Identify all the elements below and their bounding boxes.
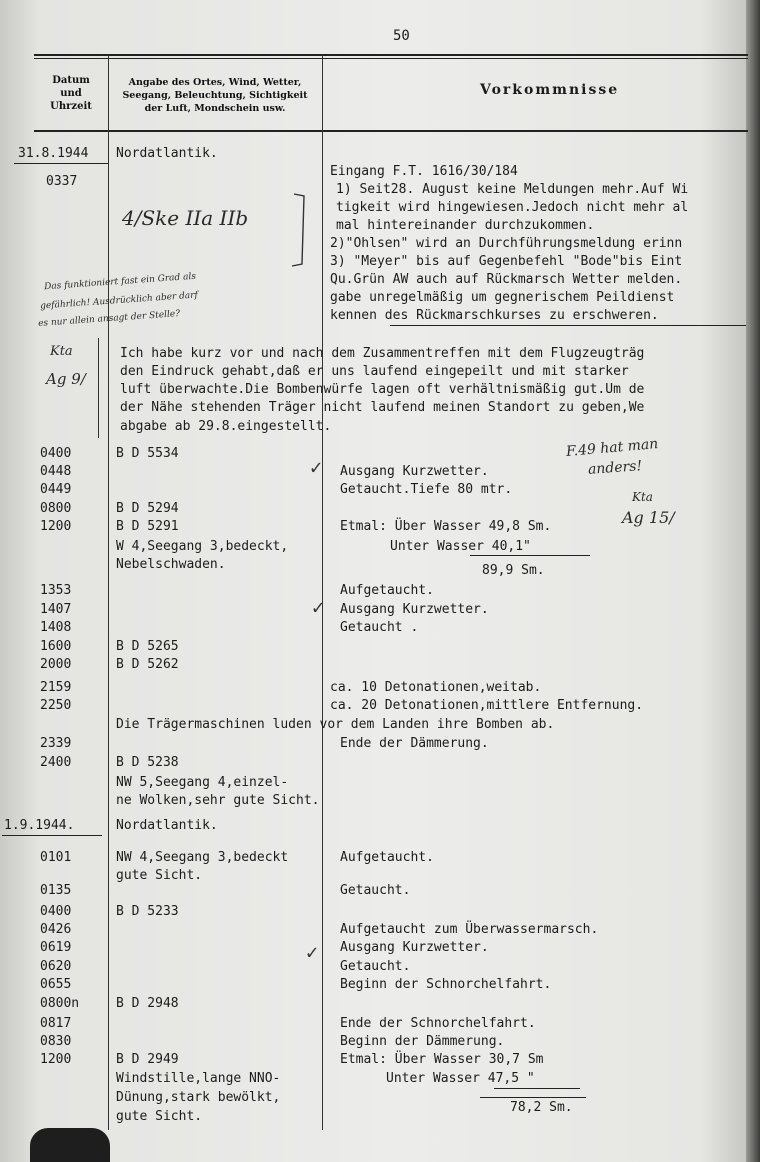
handwritten-note: gefährlich! Ausdrücklich aber darf [39, 290, 199, 312]
time-entry: 0800n [40, 996, 80, 1011]
margin-bracket-line [98, 338, 99, 438]
event-entry: ca. 10 Detonationen,weitab. [330, 680, 542, 695]
time-entry: 2339 [40, 736, 72, 751]
time-entry: 1200 [40, 519, 72, 534]
place-entry: Dünung,stark bewölkt, [116, 1090, 281, 1105]
event-entry: Getaucht.Tiefe 80 mtr. [340, 482, 513, 497]
event-entry: mal hintereinander durchzukommen. [336, 218, 595, 233]
handwritten-note: anders! [587, 458, 643, 478]
event-entry: Eingang F.T. 1616/30/184 [330, 164, 518, 179]
event-entry: Etmal: Über Wasser 30,7 Sm [340, 1052, 544, 1067]
header-date-line-1: Datum [52, 75, 90, 86]
event-entry: 89,9 Sm. [482, 563, 545, 578]
header-date-line-3: Uhrzeit [50, 101, 92, 112]
time-entry: 0619 [40, 940, 72, 955]
header-place-line-2: Seegang, Beleuchtung, Sichtigkeit [122, 90, 308, 101]
place-entry: B D 5262 [116, 657, 179, 672]
place-entry: B D 5238 [116, 755, 179, 770]
event-entry: Ausgang Kurzwetter. [340, 940, 489, 955]
place-entry: B D 5265 [116, 639, 179, 654]
spanning-line: abgabe ab 29.8.eingestellt. [120, 419, 332, 434]
place-entry: ne Wolken,sehr gute Sicht. [116, 793, 320, 808]
header-date-line-2: und [60, 88, 82, 99]
event-entry: Ausgang Kurzwetter. [340, 602, 489, 617]
event-entry: 78,2 Sm. [510, 1100, 573, 1115]
time-entry: 2159 [40, 680, 72, 695]
time-entry: 0817 [40, 1016, 72, 1031]
event-entry: Aufgetaucht. [340, 583, 434, 598]
handwritten-initial: Ag 15/ [622, 508, 675, 527]
date-underline [2, 835, 102, 836]
event-entry: tigkeit wird hingewiesen.Jedoch nicht mehr al [336, 200, 689, 215]
place-entry: B D 5233 [116, 904, 179, 919]
event-entry: 3) "Meyer" bis auf Gegenbefehl "Bode"bis Eint [330, 254, 683, 269]
place-entry: B D 2949 [116, 1052, 179, 1067]
place-entry: NW 5,Seegang 4,einzel- [116, 775, 289, 790]
handwritten-note: Das funktioniert fast ein Grad als [43, 271, 197, 293]
event-entry: kennen des Rückmarschkurses zu erschweren. [330, 308, 659, 323]
checkmark-icon: ✓ [312, 595, 325, 619]
time-entry: 1600 [40, 639, 72, 654]
event-entry: ca. 20 Detonationen,mittlere Entfernung. [330, 698, 644, 713]
time-entry: 0448 [40, 464, 72, 479]
time-entry: 0426 [40, 922, 72, 937]
handwritten-bracket [290, 190, 314, 270]
spanning-line: Ich habe kurz vor und nach dem Zusammentreffen mit dem Flugzeugträg [120, 346, 645, 361]
event-entry: Beginn der Dämmerung. [340, 1034, 505, 1049]
event-entry: Etmal: Über Wasser 49,8 Sm. [340, 519, 552, 534]
time-entry: 0620 [40, 959, 72, 974]
event-entry: 1) Seit28. August keine Meldungen mehr.Auf Wi [336, 182, 689, 197]
place-entry: Nordatlantik. [116, 146, 218, 161]
place-entry: B D 5291 [116, 519, 179, 534]
handwritten-initial: Kta [632, 490, 653, 504]
header-date-column [36, 74, 106, 113]
event-entry: Ende der Dämmerung. [340, 736, 489, 751]
place-entry: Nebelschwaden. [116, 557, 226, 572]
event-entry: Beginn der Schnorchelfahrt. [340, 977, 552, 992]
header-place-line-1: Angabe des Ortes, Wind, Wetter, [128, 77, 302, 88]
page-number: 50 [393, 28, 410, 44]
event-entry: 2)"Ohlsen" wird an Durchführungsmeldung erinn [330, 236, 683, 251]
time-entry: 0449 [40, 482, 72, 497]
event-entry: Getaucht . [340, 620, 419, 635]
handwritten-initial: Kta [50, 344, 73, 359]
spanning-line: luft überwachte.Die Bombenwürfe lagen oft verhältnismäßig gut.Um de [120, 382, 645, 397]
place-entry: B D 5294 [116, 501, 179, 516]
place-entry: B D 5534 [116, 446, 179, 461]
time-entry: 2000 [40, 657, 72, 672]
page-edge-shadow [746, 0, 760, 1162]
time-entry: 0135 [40, 883, 72, 898]
time-entry: 0800 [40, 501, 72, 516]
time-entry: 0337 [46, 174, 78, 189]
place-entry: Nordatlantik. [116, 818, 218, 833]
spanning-line: den Eindruck gehabt,daß er uns laufend eingepeilt und mit starker [120, 364, 629, 379]
time-entry: 0400 [40, 446, 72, 461]
place-entry: B D 2948 [116, 996, 179, 1011]
date-31-8-1944: 31.8.1944 [18, 146, 89, 161]
spanning-line: Die Trägermaschinen luden vor dem Landen ihre Bomben ab. [116, 717, 555, 732]
checkmark-icon: ✓ [306, 940, 319, 964]
time-entry: 2250 [40, 698, 72, 713]
event-entry: Getaucht. [340, 959, 411, 974]
event-entry: gabe unregelmäßig um gegnerischem Peildienst [330, 290, 675, 305]
spanning-text-block [116, 0, 746, 1162]
spanning-line: der Nähe stehenden Träger nicht laufend meinen Standort zu geben,We [120, 400, 645, 415]
event-entry: Qu.Grün AW auch auf Rückmarsch Wetter melden. [330, 272, 683, 287]
header-events-column: Vorkommnisse [480, 82, 620, 98]
time-entry: 1200 [40, 1052, 72, 1067]
event-entry: Ende der Schnorchelfahrt. [340, 1016, 536, 1031]
header-place-line-3: der Luft, Mondschein usw. [144, 103, 286, 114]
time-entry: 2400 [40, 755, 72, 770]
place-entry: W 4,Seegang 3,bedeckt, [116, 539, 289, 554]
handwritten-note: es nur allein ansagt der Stelle? [37, 309, 181, 329]
time-entry: 0830 [40, 1034, 72, 1049]
page-corner-shadow [30, 1128, 110, 1162]
time-entry: 1407 [40, 602, 72, 617]
event-entry: Unter Wasser 40,1" [390, 539, 531, 554]
handwritten-initial: Ag 9/ [46, 370, 86, 388]
time-entry: 1408 [40, 620, 72, 635]
place-entry: gute Sicht. [116, 1109, 203, 1124]
handwritten-note: F.49 hat man [565, 436, 659, 460]
time-entry: 0101 [40, 850, 72, 865]
event-entry: Aufgetaucht. [340, 850, 434, 865]
date-1-9-1944: 1.9.1944. [4, 818, 75, 833]
event-entry: Aufgetaucht zum Überwassermarsch. [340, 922, 599, 937]
checkmark-icon: ✓ [310, 455, 323, 479]
place-entry: gute Sicht. [116, 868, 203, 883]
handwritten-note: 4/Ske IIa IIb [122, 206, 249, 230]
time-entry: 1353 [40, 583, 72, 598]
date-underline [14, 163, 108, 164]
time-entry: 0400 [40, 904, 72, 919]
event-entry: Getaucht. [340, 883, 411, 898]
time-entry: 0655 [40, 977, 72, 992]
place-entry: Windstille,lange NNO- [116, 1071, 281, 1086]
event-entry: Unter Wasser 47,5 " [386, 1071, 535, 1086]
place-entry: NW 4,Seegang 3,bedeckt [116, 850, 289, 865]
event-entry: Ausgang Kurzwetter. [340, 464, 489, 479]
